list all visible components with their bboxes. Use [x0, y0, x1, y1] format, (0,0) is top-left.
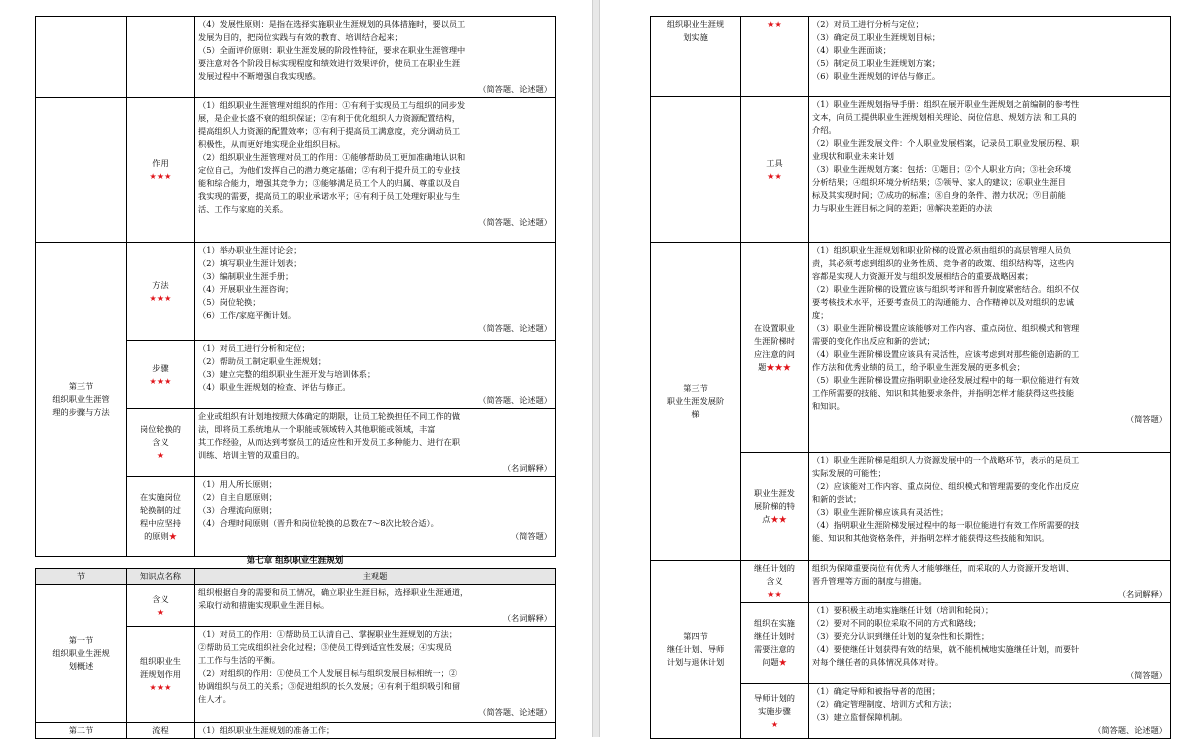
kp-name-line: 含义	[766, 576, 783, 586]
content-line: （1）要积极主动地实施继任计划（培训和轮岗）；	[812, 605, 994, 615]
section-label-line: 划概述	[68, 661, 94, 671]
section-label-line: 组织职业生涯管	[52, 394, 110, 404]
kp-mentor	[741, 684, 809, 739]
kp-feature	[741, 453, 809, 561]
content-line: 我实现的需要，提高员工的职业承诺水平；④有利于员工处理好职业与生	[198, 191, 461, 201]
content-line: （2）对员工进行分析与定位；	[812, 19, 924, 29]
table-row	[651, 17, 1171, 97]
table-row	[651, 97, 1171, 243]
kp-method	[127, 243, 195, 341]
kp-principle	[127, 477, 195, 557]
header-topic: 主观题	[195, 569, 556, 585]
kp-name-line: 程中应坚持	[140, 517, 181, 528]
content-line: 力与职业生涯目标之间的差距；⑩解决差距的办法	[812, 203, 993, 213]
kp-name-line: 需要注意的	[754, 644, 795, 654]
kp-name-line: 在实施岗位	[140, 491, 181, 502]
table-row	[36, 243, 556, 341]
question-type-tag: （简答题、论述题）	[478, 217, 552, 227]
content-line: （1）组织职业生涯规划和职业阶梯的设置必须由组织的高层管理人员负	[812, 245, 1072, 255]
content-line: （2）要对不同的职位采取不同的方式和路线；	[812, 618, 981, 628]
content-cell	[195, 341, 556, 409]
rating-stars: ★★★	[149, 171, 172, 181]
content-line: （3）职业生涯规划方案：包括：①题目；②个人职业方向；③社会环境	[812, 164, 1072, 174]
content-cell	[809, 561, 1171, 603]
section-label-line: 继任计划、导师	[666, 644, 725, 654]
question-type-tag: （名词解释）	[1117, 589, 1167, 599]
table-row	[36, 17, 556, 98]
content-cell	[195, 627, 556, 723]
kp-name-line: 的原则★	[144, 530, 177, 541]
content-line: 度；	[812, 310, 829, 320]
question-type-tag: （名词解释）	[502, 463, 552, 473]
content-line: 晋升管理等方面的制度与措施。	[812, 576, 927, 586]
kp-name-line: 继任计划时	[754, 631, 795, 641]
kp-name-line: 点★★	[762, 514, 787, 524]
rating-stars: ★★★	[149, 292, 172, 303]
content-line: （2）填写职业生涯计划表；	[198, 258, 302, 268]
content-line: （5）制定员工职业生涯规划方案；	[812, 58, 941, 68]
content-line: （1）用人所长原则；	[198, 479, 277, 489]
kp-cell-empty	[127, 17, 195, 98]
kp-name-line: 作用	[152, 158, 169, 168]
section-3-label	[651, 243, 741, 561]
content-line: （2）应该能对工作内容、重点岗位、组织模式和管理需要的变化作出反应	[812, 481, 1080, 491]
content-line: 工作所需要的技能、知识和其他要求条件，并指明怎样才能获得这些技能	[812, 388, 1075, 398]
content-line: 和知识。	[812, 401, 845, 411]
rating-stars: ★	[778, 657, 787, 667]
content-line: （1）对员工进行分析和定位；	[198, 343, 310, 353]
kp-name-line: 方法	[152, 279, 169, 290]
kp-name-line: 涯规划作用	[140, 669, 181, 679]
kp-steps	[127, 341, 195, 409]
content-line: （3）职业生涯阶梯设置应该能够对工作内容、重点岗位、组织模式和管理	[812, 323, 1080, 333]
content-line: （3）要充分认识到继任计划的复杂性和长期性；	[812, 631, 990, 641]
kp-name-line: 职业生涯发	[754, 488, 795, 498]
rating-stars: ★★	[770, 514, 787, 524]
content-line: （6）职业生涯规划的评估与修正。	[812, 71, 941, 81]
content-cell	[195, 477, 556, 557]
content-line: （1）职业生涯规划指导手册：组织在展开职业生涯规划之前编制的参考性	[812, 99, 1080, 109]
question-type-tag: （简答题）	[511, 531, 552, 541]
content-line: （1）确定导师和被指导者的范围；	[812, 686, 941, 696]
content-line: 展，是企业长盛不衰的组织保证；②有利于优化组织人力资源配置结构，	[198, 113, 461, 123]
header-row	[36, 569, 556, 585]
content-line: （3）建立监督保障机制。	[812, 712, 908, 722]
kp-name-line: 含义	[152, 437, 169, 447]
content-line: （2）确定管理制度、培训方式和方法；	[812, 699, 957, 709]
content-line: 需要的变化作出反应和新的尝试；	[812, 336, 935, 346]
content-line: 发展为目的，把岗位实践与有效的教育、培训结合起来；	[198, 32, 403, 42]
content-cell	[195, 17, 556, 98]
content-cell	[809, 684, 1171, 739]
kp-tools	[741, 97, 809, 243]
content-line: （4）职业生涯规划的检查、评估与修正。	[198, 382, 351, 392]
content-cell	[195, 98, 556, 243]
content-line: （5）职业生涯阶梯设置应指明职业途径发展过程中的每一职位能进行有效	[812, 375, 1080, 385]
question-type-tag: （简答题）	[1126, 414, 1167, 424]
header-kp: 知识点名称	[127, 569, 195, 585]
content-line: （1）组织职业生涯规划的准备工作；	[198, 725, 335, 735]
section-2-label: 第二节	[36, 723, 127, 739]
content-line: 其工作经验，从而达到考察员工的适应性和开发员工多种能力、进行在职	[198, 437, 461, 447]
section-label-line: 梯	[691, 409, 700, 419]
content-line: （4）开展职业生涯咨询；	[198, 284, 294, 294]
kp-plan-role	[127, 627, 195, 723]
content-cell	[809, 243, 1171, 453]
rating-stars: ★★★	[766, 361, 791, 372]
content-cell	[809, 17, 1171, 97]
header-section: 节	[36, 569, 127, 585]
question-type-tag: （简答题、论述题）	[478, 323, 552, 333]
section-label-line: 计划与退休计划	[666, 657, 725, 667]
table-chapter7	[35, 568, 556, 739]
content-line: 介绍。	[812, 125, 837, 135]
section-cell-empty	[651, 97, 741, 243]
content-line: （3）编制职业生涯手册；	[198, 271, 294, 281]
content-line: 业现状和职业未来计划	[812, 151, 894, 161]
page-gutter	[592, 0, 600, 737]
chapter-title: 第七章 组织职业生涯规划	[246, 556, 344, 566]
content-cell	[195, 585, 556, 627]
kp-name-line: 问题★	[762, 657, 787, 667]
content-line: （3）确定员工职业生涯规划目标；	[812, 32, 941, 42]
section-label-line: 第三节	[68, 381, 94, 391]
content-line: 要注意对各个阶段目标实现程度和绩效进行效果评价，使员工在职业生涯	[198, 58, 461, 68]
content-line: （2）对组织的作用：①使员工个人发展目标与组织发展目标相统一；②	[198, 668, 458, 678]
content-line: 作方法和优秀业绩的员工，给予职业生涯发展的更多机会；	[812, 362, 1025, 372]
kp-succession	[741, 561, 809, 603]
content-line: （4）合理时间原则（晋升和岗位轮换的总数在7～8次比较合适）。	[198, 518, 439, 528]
section-4-label	[651, 561, 741, 739]
section-3-label	[36, 243, 127, 557]
section-cell-empty	[36, 98, 127, 243]
rating-stars: ★	[770, 718, 779, 729]
table-right	[650, 16, 1171, 739]
rating-stars: ★★	[767, 170, 782, 181]
kp-rotation	[127, 409, 195, 477]
content-line: 组织为保障重要岗位有优秀人才能够继任，而采取的人力资源开发培训、	[812, 563, 1075, 573]
content-line: ②帮助员工完成组织社会化过程；③使员工得到适宜性发展；④实现员	[198, 642, 452, 652]
content-line: 提高组织人力资源的配置效率；③有利于提高员工满意度，充分调动员工	[198, 126, 461, 136]
content-line: （4）要使继任计划获得有效的结果，就不能机械地实施继任计划，而要针	[812, 644, 1080, 654]
content-line: 组织根据自身的需要和员工情况，确立职业生涯目标，选择职业生涯通道，	[198, 587, 469, 597]
kp-ladder	[741, 243, 809, 453]
question-type-tag: （简答题、论述题）	[1093, 725, 1167, 735]
content-line: 采取行动和措施实现职业生涯目标。	[198, 600, 330, 610]
content-line: （3）建立完整的组织职业生涯开发与培训体系；	[198, 369, 376, 379]
section-label-line: 组织职业生涯规	[52, 648, 110, 658]
section-impl-label	[651, 17, 741, 97]
content-line: （4）指明职业生涯阶梯发展过程中的每一职位能进行有效工作所需要的技	[812, 520, 1080, 530]
section-label-line: 第三节	[683, 383, 708, 393]
kp-name-line: 组织职业生	[140, 656, 181, 666]
content-line: 容都是实现人力资源开发与组织发展相结合的重要战略因素；	[812, 271, 1034, 281]
content-line: （1）举办职业生涯讨论会；	[198, 245, 302, 255]
kp-name-line: 题★★★	[758, 361, 791, 372]
kp-name-line: 实施步骤	[758, 705, 791, 716]
content-line: 定位自己，为他们发挥自己的潜力奠定基础；②有利于提升员工的专业技	[198, 165, 461, 175]
kp-name-line: 轮换制的过	[140, 504, 181, 515]
content-line: 能和综合能力，增强其竞争力；③能够满足员工个人的归属、尊重以及自	[198, 178, 461, 188]
kp-name-line: 含义	[152, 593, 169, 604]
kp-name-line: 导师计划的	[754, 692, 795, 703]
content-line: 标及其实现时间；⑦成功的标准；⑧自身的条件、潜力状况；⑨目前能	[812, 190, 1066, 200]
rating-stars: ★★★	[149, 375, 172, 386]
content-cell	[809, 97, 1171, 243]
content-line: （4）职业生涯面谈；	[812, 45, 891, 55]
content-line: 文本，向员工提供职业生涯规划相关理论、岗位信息、规划方法 和工具的	[812, 112, 1077, 122]
question-type-tag: （简答题）	[1126, 670, 1167, 680]
content-line: （1）职业生涯阶梯是组织人力资源发展中的一个战略环节，表示的是员工	[812, 455, 1080, 465]
content-line: 协调组织与员工的关系；③促进组织的长久发展；④有利于组织吸引和留	[198, 681, 461, 691]
content-cell	[195, 723, 556, 739]
content-cell	[195, 409, 556, 477]
kp-name-line: 继任计划的	[754, 563, 795, 573]
section-label-line: 第四节	[683, 631, 708, 641]
content-line: （2）帮助员工制定职业生涯规划；	[198, 356, 327, 366]
content-cell	[809, 603, 1171, 684]
kp-name-line: 工具	[766, 157, 783, 168]
content-line: （2）组织职业生涯管理对员工的作用：①能够帮助员工更加准确地认识和	[198, 152, 466, 162]
section-1-label	[36, 585, 127, 723]
content-line: （1）对员工的作用：①帮助员工认清自己、掌握职业生涯规划的方法；	[198, 629, 458, 639]
question-type-tag: （简答题、论述题）	[478, 395, 552, 405]
content-line: 企业或组织有计划地按照大体确定的期限，让员工轮换担任不同工作的做	[198, 411, 461, 421]
kp-name-line: 展阶梯的特	[754, 501, 795, 511]
kp-name-line: 应注意的问	[754, 348, 795, 359]
content-cell	[809, 453, 1171, 561]
content-line: （1）组织职业生涯管理对组织的作用：①有利于实现员工与组织的同步发	[198, 100, 466, 110]
table-row	[36, 98, 556, 243]
kp-name-line: 生涯阶梯时	[754, 335, 795, 346]
right-page	[600, 0, 1184, 737]
question-type-tag: （简答题、论述题）	[478, 707, 552, 717]
content-line: 实际发展的可能性；	[812, 468, 886, 478]
section-label-line: 组织职业生涯规	[666, 19, 725, 29]
content-line: （2）自主自愿原则；	[198, 492, 277, 502]
content-line: 对每个继任者的具体情况具体对待。	[812, 657, 944, 667]
kp-name-line: 组织在实施	[754, 618, 795, 628]
content-line: 发展过程中不断增强自我实现感。	[198, 71, 321, 81]
content-line: （3）职业生涯阶梯应该具有灵活性；	[812, 507, 949, 517]
rating-stars: ★	[168, 530, 177, 541]
content-line: （5）全面评价原则：职业生涯发展的阶段性特征，要求在职业生涯管理中	[198, 45, 466, 55]
content-line: 分析结果；④组织环境分析结果；⑤领导、家人的建议；⑥职业生涯目	[812, 177, 1066, 187]
kp-process: 流程	[127, 723, 195, 739]
table-row	[651, 561, 1171, 603]
kp-name-line: 在设置职业	[754, 322, 795, 333]
content-line: 工工作与生活的平衡。	[198, 655, 280, 665]
content-cell	[195, 243, 556, 341]
rating-stars: ★	[156, 606, 165, 617]
question-type-tag: （名词解释）	[502, 613, 552, 623]
rating-stars: ★	[156, 450, 165, 460]
kp-name-line: 步骤	[152, 362, 169, 373]
content-line: 和新的尝试；	[812, 494, 862, 504]
content-line: 法，即将员工系统地从一个职能或领域转入其他职能或领域，丰富	[198, 424, 436, 434]
content-line: 住人才。	[198, 694, 231, 704]
content-line: （4）发展性原则：是指在选择实施职业生涯规划的具体措施时，要以员工	[198, 19, 466, 29]
table-row	[36, 723, 556, 739]
content-line: 积极性，从而更好地实现企业组织目标。	[198, 139, 346, 149]
content-line: 责，其必须考虑到组织的业务性质、竞争者的政策、组织结构等，这些内	[812, 258, 1075, 268]
content-line: （4）职业生涯阶梯设置应该具有灵活性，应该考虑到对那些能创造新的工	[812, 349, 1080, 359]
rating-stars: ★★	[767, 589, 782, 599]
section-label-line: 第一节	[68, 635, 94, 645]
table-row	[651, 243, 1171, 453]
section-label-line: 理的步骤与方法	[52, 407, 110, 417]
section-label-line: 职业生涯发展阶	[666, 396, 725, 406]
left-page	[0, 0, 592, 737]
rating-stars: ★★★	[149, 682, 172, 692]
table-continued	[35, 16, 556, 557]
kp-impl	[741, 17, 809, 97]
section-cell-empty	[36, 17, 127, 98]
content-line: （2）职业生涯发展文件：个人职业发展档案，记录员工职业发展历程、职	[812, 138, 1080, 148]
content-line: 要考核技术水平，还要考查员工的沟通能力、合作精神以及对组织的忠诚	[812, 297, 1075, 307]
rating-stars: ★★	[767, 19, 782, 29]
content-line: （5）岗位轮换；	[198, 297, 261, 307]
content-line: （2）职业生涯阶梯的设置应该与组织考评和晋升制度紧密结合。组织不仅	[812, 284, 1080, 294]
content-line: 活、工作与家庭的关系。	[198, 204, 289, 214]
content-line: 能、知识和其他资格条件，并指明怎样才能获得这些技能和知识。	[812, 533, 1050, 543]
content-line: 训练、培训主管的双重目的。	[198, 450, 305, 460]
kp-meaning	[127, 585, 195, 627]
kp-succession-impl	[741, 603, 809, 684]
kp-name-line: 岗位轮换的	[140, 424, 181, 434]
kp-role	[127, 98, 195, 243]
question-type-tag: （简答题、论述题）	[478, 84, 552, 94]
section-label-line: 划实施	[683, 32, 708, 42]
table-row	[36, 585, 556, 627]
content-line: （3）合理流向原则；	[198, 505, 277, 515]
content-line: （6）工作/家庭平衡计划。	[198, 310, 297, 320]
